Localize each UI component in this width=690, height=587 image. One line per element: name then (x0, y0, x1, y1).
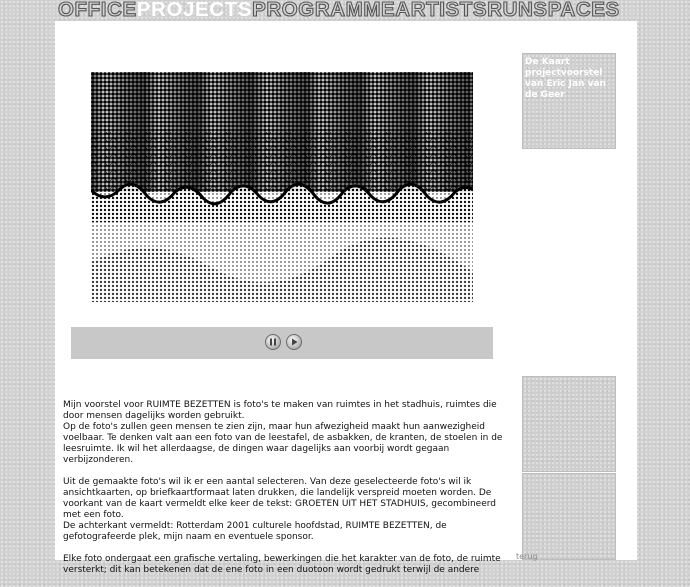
content-panel (55, 21, 510, 575)
play-icon (287, 335, 301, 349)
sidebar (510, 21, 637, 560)
project-photo (91, 72, 473, 302)
nav-runspaces[interactable]: RUNSPACES (487, 0, 620, 19)
main-nav (58, 0, 638, 19)
paragraph: Mijn voorstel voor RUIMTE BEZETTEN is foto's te maken van ruimtes in het stadhuis, ruimtes die door mensen dagelijks worden gebruikt. Op de foto's zullen geen mensen te zien zijn, maar hun afwezigheid maakt hun aanwezigheid voelbaar. Te denken valt aan een foto van de leestafel, de asbakken, de kranten, de stoelen in de leesruimte. Ik wil het allerdaagse, de dingen waar dagelijks aan voorbij wordt gegaan verbijzonderen. (63, 400, 503, 465)
project-description (63, 400, 505, 587)
image-placeholder (522, 376, 616, 472)
image-placeholder (522, 473, 616, 560)
pause-button[interactable] (265, 334, 281, 350)
paragraph: Uit de gemaakte foto's wil ik er een aantal selecteren. Van deze geselecteerde foto's wil ik ansichtkaarten, op briefkaartformaat laten drukken, die landelijk verspreid moeten worden. De voorkant van de kaart vermeldt elke keer de tekst: GROETEN UIT HET STADHUIS, gecombineerd met een foto. De achterkant vermeldt: Rotterdam 2001 culturele hoofdstad, RUIMTE BEZETTEN, de gefotografeerde plek, mijn naam en eventuele sponsor. (63, 477, 497, 542)
back-link[interactable]: terug (516, 552, 538, 561)
nav-office[interactable]: OFFICE (58, 0, 137, 19)
paragraph: Elke foto ondergaat een grafische vertaling, bewerkingen die het karakter van de foto, de ruimte versterkt; dit kan betekenen dat de ene foto in een duotoon wordt gedrukt terwijl de andere (63, 554, 501, 575)
play-button[interactable] (286, 334, 302, 350)
slideshow-controls (71, 327, 493, 359)
nav-programme[interactable]: PROGRAMME (252, 0, 396, 19)
project-card[interactable] (522, 53, 616, 149)
nav-artists[interactable]: ARTISTS (395, 0, 488, 19)
project-card-title[interactable]: De Kaart projectvoorstel van Eric Jan van de Geer (525, 57, 606, 100)
pause-icon (266, 335, 280, 349)
nav-projects[interactable]: PROJECTS (136, 0, 253, 19)
